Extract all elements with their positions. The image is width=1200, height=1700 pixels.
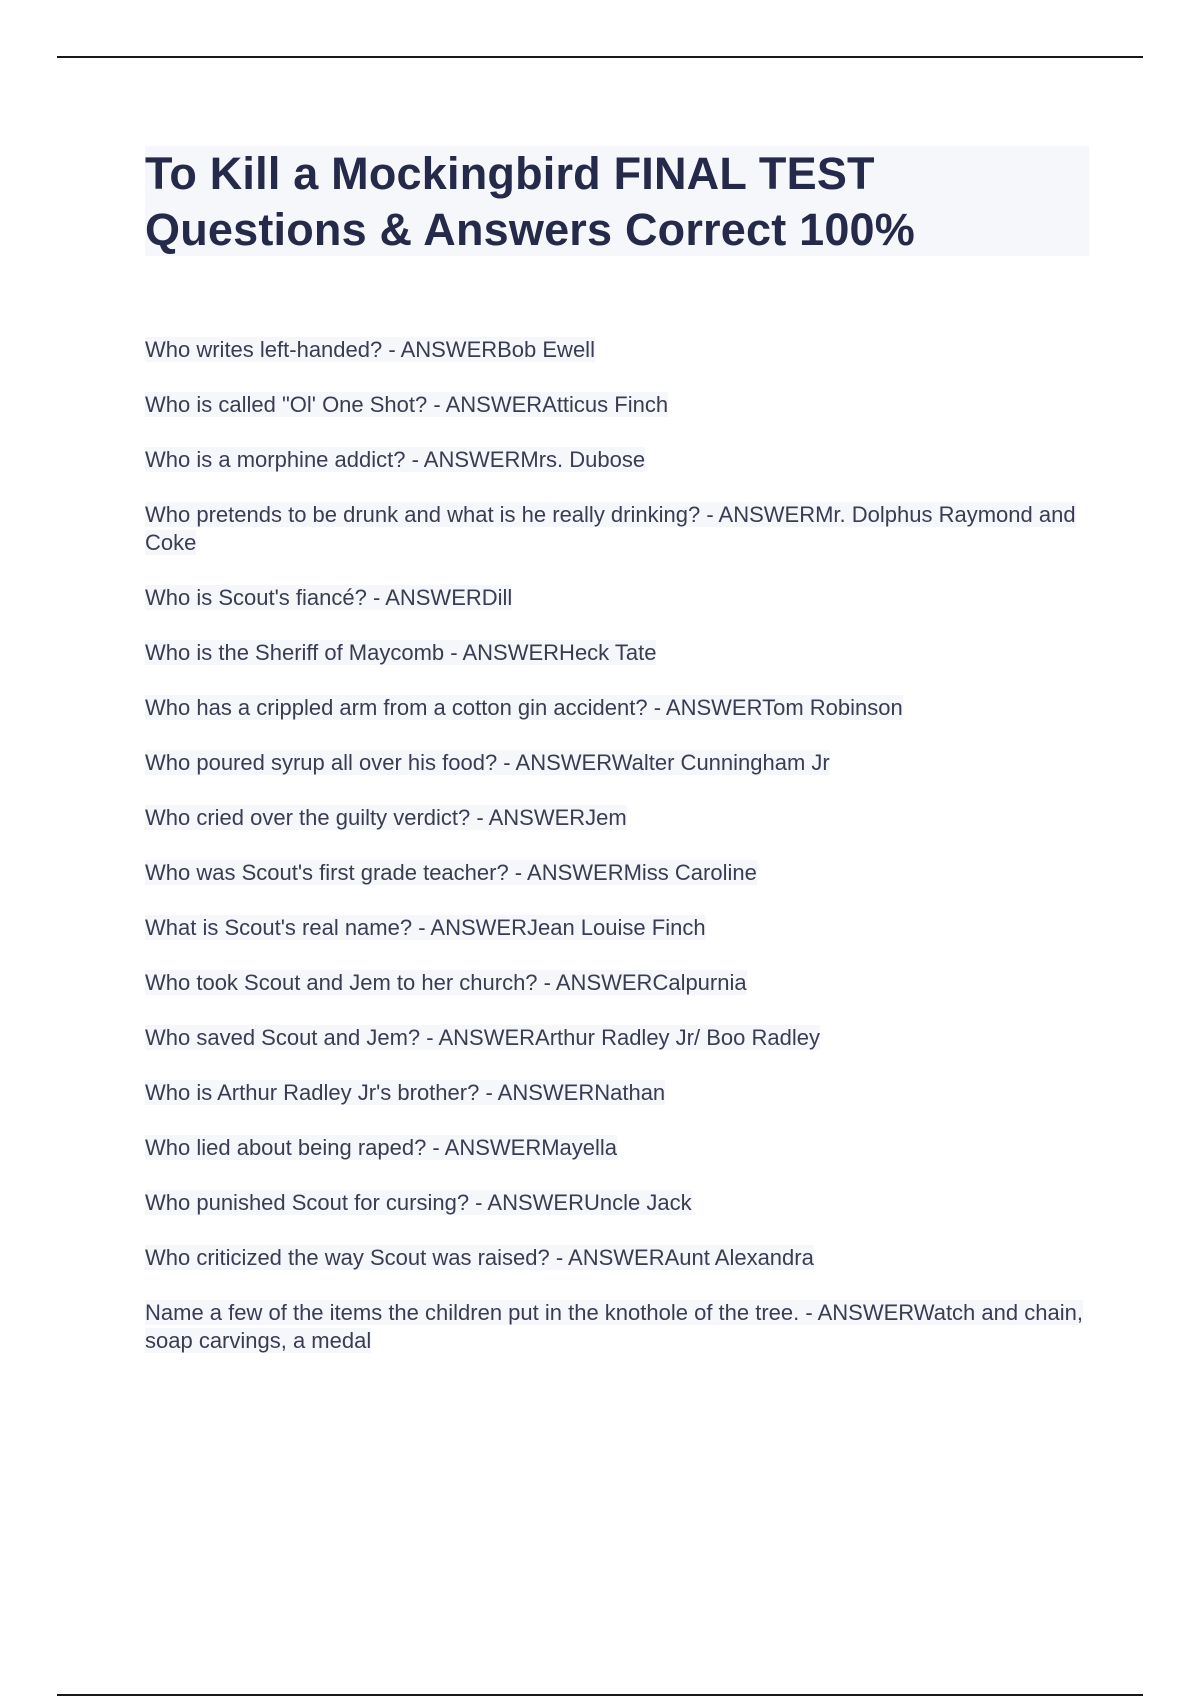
qa-text: Who saved Scout and Jem? - ANSWERArthur Radley Jr/ Boo Radley [145, 1025, 820, 1050]
qa-item [145, 639, 1089, 667]
qa-item [145, 336, 1089, 364]
qa-text: Who is Scout's fiancé? - ANSWERDill [145, 585, 513, 610]
qa-item [145, 1134, 1089, 1162]
qa-text: Who punished Scout for cursing? - ANSWERUncle Jack [145, 1190, 692, 1215]
top-rule [57, 56, 1143, 58]
qa-text: What is Scout's real name? - ANSWERJean Louise Finch [145, 915, 706, 940]
qa-text: Name a few of the items the children put in the knothole of the tree. - ANSWERWatch and chain, soap carvings, a medal [145, 1300, 1083, 1353]
qa-text: Who criticized the way Scout was raised? - ANSWERAunt Alexandra [145, 1245, 814, 1270]
qa-item [145, 914, 1089, 942]
qa-text: Who cried over the guilty verdict? - ANSWERJem [145, 805, 627, 830]
qa-text: Who writes left-handed? - ANSWERBob Ewell [145, 337, 595, 362]
qa-item [145, 446, 1089, 474]
bottom-rule [57, 1694, 1143, 1696]
qa-item [145, 969, 1089, 997]
qa-item [145, 501, 1089, 557]
qa-text: Who is called "Ol' One Shot? - ANSWERAtticus Finch [145, 392, 669, 417]
qa-item [145, 1079, 1089, 1107]
qa-text: Who is a morphine addict? - ANSWERMrs. Dubose [145, 447, 646, 472]
qa-item [145, 1244, 1089, 1272]
qa-item [145, 391, 1089, 419]
page-title: To Kill a Mockingbird FINAL TEST Questions & Answers Correct 100% [145, 148, 915, 255]
qa-text: Who pretends to be drunk and what is he really drinking? - ANSWERMr. Dolphus Raymond and Coke [145, 502, 1076, 555]
qa-item [145, 859, 1089, 887]
qa-text: Who has a crippled arm from a cotton gin accident? - ANSWERTom Robinson [145, 695, 903, 720]
qa-item [145, 804, 1089, 832]
qa-item [145, 1024, 1089, 1052]
title-block [145, 146, 1089, 256]
qa-text: Who took Scout and Jem to her church? - ANSWERCalpurnia [145, 970, 747, 995]
qa-text: Who is Arthur Radley Jr's brother? - ANSWERNathan [145, 1080, 666, 1105]
qa-item [145, 1189, 1089, 1217]
qa-text: Who poured syrup all over his food? - ANSWERWalter Cunningham Jr [145, 750, 830, 775]
qa-item [145, 584, 1089, 612]
qa-list [145, 336, 1089, 1382]
qa-item [145, 694, 1089, 722]
qa-item [145, 1299, 1089, 1355]
qa-text: Who lied about being raped? - ANSWERMayella [145, 1135, 618, 1160]
qa-text: Who was Scout's first grade teacher? - ANSWERMiss Caroline [145, 860, 757, 885]
qa-item [145, 749, 1089, 777]
qa-text: Who is the Sheriff of Maycomb - ANSWERHeck Tate [145, 640, 657, 665]
